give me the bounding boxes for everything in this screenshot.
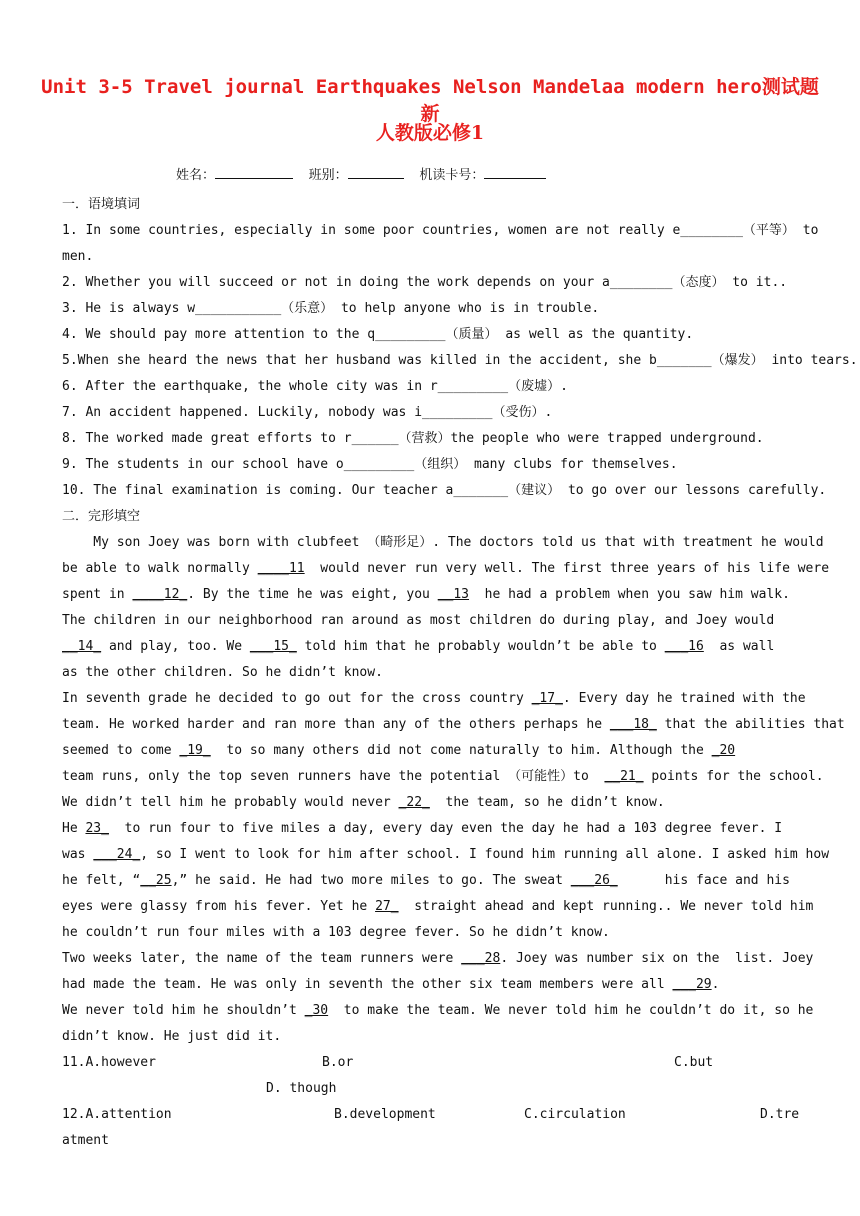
passage-text: and play, too. We bbox=[101, 639, 250, 654]
passage-text: he couldn’t run four miles with a 103 degree fever. So he didn’t know. bbox=[62, 925, 610, 940]
cloze-blank[interactable]: __13 bbox=[437, 587, 470, 602]
passage-text: Two weeks later, the name of the team runners were bbox=[62, 951, 462, 966]
passage-text: ,” he said. He had two more miles to go. The sweat bbox=[171, 873, 571, 888]
cloze-blank[interactable]: ___15_ bbox=[249, 639, 297, 654]
passage-text: that the abilities that bbox=[656, 717, 845, 732]
option-12-a: 12.A.attention bbox=[62, 1107, 172, 1122]
passage-line bbox=[62, 665, 383, 681]
passage-line bbox=[62, 925, 610, 941]
passage-text: was bbox=[62, 847, 94, 862]
card-number-label: 机读卡号： bbox=[419, 168, 485, 183]
fill-in-item: 5.When she heard the news that her husband was killed in the accident, she b_______（爆发） into tears. bbox=[62, 353, 858, 368]
name-blank[interactable] bbox=[215, 165, 293, 179]
passage-line bbox=[62, 821, 782, 837]
passage-text: would never run very well. The first three years of his life were bbox=[304, 561, 830, 576]
option-11-b: B.or bbox=[322, 1055, 354, 1070]
passage-text: My son Joey was born with clubfeet （畸形足）. The doctors told us that with treatment he would bbox=[62, 535, 824, 550]
fill-in-item: 6. After the earthquake, the whole city was in r_________（废墟）. bbox=[62, 379, 568, 394]
cloze-blank[interactable]: _17_ bbox=[531, 691, 563, 706]
passage-line bbox=[62, 691, 806, 707]
passage-text: The children in our neighborhood ran around as most children do during play, and Joey would bbox=[62, 613, 775, 628]
passage-text: . Joey was number six on the list. Joey bbox=[500, 951, 814, 966]
fill-in-item: 4. We should pay more attention to the q_________（质量） as well as the quantity. bbox=[62, 327, 694, 342]
passage-text: In seventh grade he decided to go out for the cross country bbox=[62, 691, 532, 706]
passage-line bbox=[62, 977, 719, 993]
cloze-blank[interactable]: _20 bbox=[711, 743, 736, 758]
passage-text: the team, so he didn’t know. bbox=[429, 795, 665, 810]
passage-line bbox=[62, 951, 813, 967]
fill-in-item: 1. In some countries, especially in some poor countries, women are not really e________（平等） to bbox=[62, 223, 819, 238]
fill-in-item: 3. He is always w___________（乐意） to help anyone who is in trouble. bbox=[62, 301, 600, 316]
passage-text: told him that he probably wouldn’t be able to bbox=[296, 639, 665, 654]
passage-line bbox=[62, 873, 790, 889]
passage-text: We didn’t tell him he probably would never bbox=[62, 795, 399, 810]
passage-text: be able to walk normally bbox=[62, 561, 258, 576]
passage-text: he felt, “ bbox=[62, 873, 141, 888]
passage-text: spent in bbox=[62, 587, 133, 602]
passage-text: his face and his bbox=[617, 873, 790, 888]
passage-text: points for the school. bbox=[643, 769, 824, 784]
student-info-row bbox=[176, 164, 546, 183]
option-11-a: 11.A.however bbox=[62, 1055, 156, 1070]
fill-in-item: 7. An accident happened. Luckily, nobody was i_________（受伤）. bbox=[62, 405, 553, 420]
passage-text: as wall bbox=[703, 639, 775, 654]
fill-in-item: 10. The final examination is coming. Our teacher a_______（建议） to go over our lessons carefully. bbox=[62, 483, 827, 498]
fill-in-item: men. bbox=[62, 249, 94, 264]
cloze-blank[interactable]: ___26_ bbox=[570, 873, 618, 888]
passage-line bbox=[62, 769, 824, 785]
cloze-blank[interactable]: ___29 bbox=[672, 977, 712, 992]
worksheet-title-line1: Unit 3-5 Travel journal Earthquakes Nelson Mandelaa modern hero测试题 新 bbox=[41, 76, 819, 125]
passage-text: team runs, only the top seven runners have the potential （可能性）to bbox=[62, 769, 605, 784]
cloze-blank[interactable]: ___16 bbox=[664, 639, 704, 654]
option-11-d: D. though bbox=[266, 1081, 337, 1096]
passage-text: , so I went to look for him after school. I found him running all alone. I asked him how bbox=[140, 847, 830, 862]
option-12-d-continued: atment bbox=[62, 1133, 109, 1148]
passage-text: he had a problem when you saw him walk. bbox=[469, 587, 790, 602]
passage-text: . By the time he was eight, you bbox=[187, 587, 438, 602]
cloze-blank[interactable]: ___28 bbox=[461, 951, 501, 966]
cloze-blank[interactable]: 23_ bbox=[85, 821, 109, 836]
cloze-blank[interactable]: ___24_ bbox=[93, 847, 141, 862]
option-12-b: B.development bbox=[334, 1107, 436, 1122]
section1-heading: 一．语境填词 bbox=[62, 197, 141, 212]
cloze-blank[interactable]: _30 bbox=[304, 1003, 329, 1018]
passage-text: . Every day he trained with the bbox=[562, 691, 806, 706]
fill-in-item: 2. Whether you will succeed or not in doing the work depends on your a________（态度） to it.. bbox=[62, 275, 788, 290]
passage-text: as the other children. So he didn’t know. bbox=[62, 665, 383, 680]
option-12-c: C.circulation bbox=[524, 1107, 626, 1122]
option-12-d: D.tre bbox=[760, 1107, 800, 1122]
passage-text: to make the team. We never told him he couldn’t do it, so he bbox=[328, 1003, 814, 1018]
passage-text: eyes were glassy from his fever. Yet he bbox=[62, 899, 376, 914]
passage-line bbox=[62, 1003, 813, 1019]
passage-text: had made the team. He was only in seventh the other six team members were all bbox=[62, 977, 673, 992]
passage-text: to so many others did not come naturally to him. Although the bbox=[210, 743, 712, 758]
passage-line bbox=[62, 1029, 281, 1045]
passage-line bbox=[62, 795, 665, 811]
cloze-blank[interactable]: 27_ bbox=[375, 899, 399, 914]
passage-text: We never told him he shouldn’t bbox=[62, 1003, 305, 1018]
passage-text: didn’t know. He just did it. bbox=[62, 1029, 282, 1044]
passage-line bbox=[62, 561, 829, 577]
cloze-blank[interactable]: __21_ bbox=[604, 769, 644, 784]
passage-text: team. He worked harder and ran more than any of the others perhaps he bbox=[62, 717, 610, 732]
passage-text: . bbox=[711, 977, 720, 992]
passage-line bbox=[62, 899, 813, 915]
cloze-blank[interactable]: ____12_ bbox=[132, 587, 188, 602]
cloze-blank[interactable]: __25 bbox=[140, 873, 172, 888]
cloze-blank[interactable]: ____11 bbox=[257, 561, 305, 576]
passage-text: to run four to five miles a day, every day even the day he had a 103 degree fever. I bbox=[108, 821, 783, 836]
name-label: 姓名： bbox=[176, 168, 216, 183]
passage-text: straight ahead and kept running.. We never told him bbox=[398, 899, 814, 914]
passage-text: He bbox=[62, 821, 86, 836]
passage-line bbox=[62, 743, 735, 759]
cloze-blank[interactable]: __14_ bbox=[62, 639, 102, 654]
fill-in-item: 9. The students in our school have o_________（组织） many clubs for themselves. bbox=[62, 457, 678, 472]
cloze-blank[interactable]: _22_ bbox=[398, 795, 430, 810]
worksheet-title-line2: 人教版必修1 bbox=[375, 122, 485, 144]
cloze-blank[interactable]: _19_ bbox=[179, 743, 211, 758]
section2-heading: 二．完形填空 bbox=[62, 509, 141, 524]
passage-line bbox=[62, 639, 774, 655]
card-number-blank[interactable] bbox=[484, 165, 546, 179]
passage-text: seemed to come bbox=[62, 743, 180, 758]
passage-line bbox=[62, 613, 774, 629]
passage-line bbox=[62, 717, 845, 733]
fill-in-item: 8. The worked made great efforts to r______（营救）the people who were trapped underground. bbox=[62, 431, 764, 446]
passage-line bbox=[62, 587, 790, 603]
passage-line bbox=[62, 847, 829, 863]
class-label: 班别： bbox=[308, 168, 348, 183]
cloze-blank[interactable]: ___18_ bbox=[609, 717, 657, 732]
option-11-c: C.but bbox=[674, 1055, 714, 1070]
passage-line bbox=[62, 535, 824, 551]
class-blank[interactable] bbox=[348, 165, 404, 179]
